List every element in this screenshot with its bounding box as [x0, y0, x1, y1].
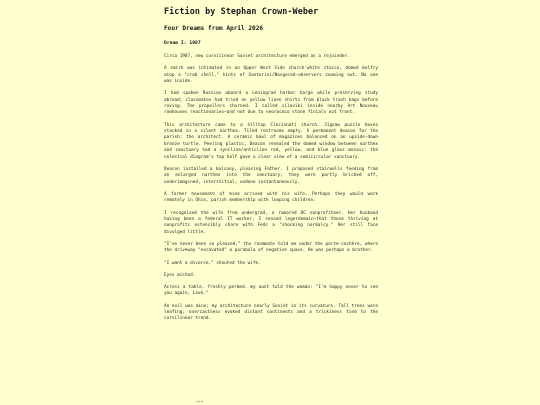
site-title[interactable]: Fiction by Stephan Crown-Weber [164, 6, 319, 16]
paragraph: An evil was mine; my architecture nearly Soviet in its curvature. Tall trees were leafing; overcastness evoked distant continents and a trickiness tied to the curvilinear trend. [164, 303, 378, 322]
paragraph: "I want a divorce," shouted the wife. [164, 260, 261, 266]
section-divider: *** [196, 400, 204, 405]
paragraph: Across a table, freshly permed, my aunt told the woman: "I'm happy never to see you again, Love." [164, 284, 378, 297]
paragraph: Eyes misted. [164, 272, 196, 278]
article [164, 6, 378, 329]
section-heading: Dream I: 1987 [164, 41, 201, 46]
paragraph: Deacon installed a balcony, pleasing Father. I proposed stairwells feeding from an enlarged narthex into the sanctuary; they were partly bricked off, underimagined, interstitial, undone instantaneously. [164, 166, 378, 185]
paragraph: This architecture came to a hilltop Cincinnati church. Jigsaw puzzle boxes stacked in a silent narthex. Tiled restrooms empty. A permanent deacon for the parish: the architect. A ceramic bowl of magazines balanced on an upside-down bronze turtle. Peeling plastic, Deacon revealed the domed window between narthex and sanctuary had a syncline/anticline red, yellow, and blue glass mosaic: the celestial diagram's top half gave a clear view of a semicircular sanctuary. [164, 122, 378, 160]
paragraph: A former housemate of mine arrived with his wife. Perhaps they would work remotely in Ohio, parish membership with looping children. [164, 191, 378, 204]
paragraph: "I've never been so pleased," the roommate told me under the porte-cochère, where the driveway "excavated" a parabola of negative space. He was perhaps a brother. [164, 241, 378, 254]
paragraph: I had spoken Russian aboard a Leningrad harbor barge while preserving study abroad; classmates had tried on yellow linen shirts from black trash bags before roving. The propellers churned. I called siloviki inside nearby Art Nouveau rowhouses reactionaries—and not due to neorococo stone finials out front. [164, 91, 378, 116]
paragraph: I recognized the wife from undergrad, a rumored DC nonprofiteer. Her husband having been a federal IT worker, I sensed legerdemain—that those thriving at nonprofits ostensibly share with Feds a "shocking normalcy." Her still face divulged little. [164, 210, 378, 235]
paragraph: Circa 1987, new curvilinear Soviet architecture emerged as a rejoinder. [164, 54, 350, 59]
post-title[interactable]: Four Dreams from April 2026 [164, 25, 264, 32]
paragraph: A smirk was intimated in an Upper West Side church-white stucco, domed belfry atop a "crab shell," hints of Santorini/Novgorod-observers zooming out. No one was inside. [164, 66, 378, 85]
